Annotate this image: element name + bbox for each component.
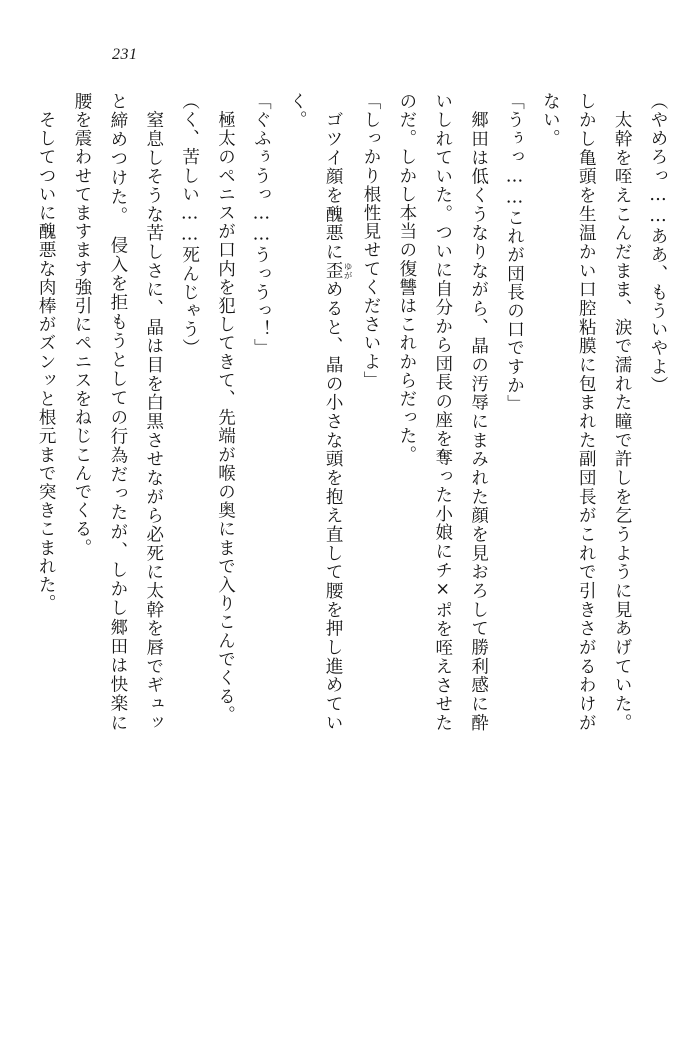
paragraph: そしてついに醜悪な肉棒がズンッと根元まで突きこまれた。: [36, 92, 57, 613]
paragraph: 「うぅっ……これが団長の口ですか」: [504, 92, 525, 414]
paragraph-ruby-text: ゴツイ顔を醜悪に歪 ゆがめると、晶の小さな頭を抱え直して腰を押し進めていく。: [287, 92, 353, 732]
body-text-column: [36, 92, 675, 732]
paragraph: 窒息しそうな苦しさに、晶は目を白黒させながら必死に太幹を唇でギュッと締めつけた。 侵入を拒もうとしての行為だったが、しかし郷田は快楽に腰を震わせてますます強引にペニスをねじこんでくる。: [72, 92, 164, 732]
paragraph: 「ぐふぅうっ……うっうっ！」: [251, 92, 272, 358]
paragraph: 太幹を咥えこんだまま、涙で濡れた瞳で許しを乞うように見あげていた。しかし亀頭を生温かい口腔粘膜に包まれた副団長がこれで引きさがるわけがない。: [540, 92, 633, 732]
page-number: 231: [112, 46, 138, 63]
paragraph: 極太のペニスが口内を犯してきて、先端が喉の奥にまで入りこんでくる。: [215, 92, 236, 725]
paragraph-with-ruby: [278, 92, 352, 732]
paragraph: 郷田は低くうなりながら、晶の汚辱にまみれた顔を見おろして勝利感に酔いしれていた。ついに自分から団長の座を奪った小娘にチ×ポを咥えさせたのだ。しかし本当の復讐はこれからだった。: [396, 92, 489, 732]
paragraph: （く、苦しい……死んじゃう）: [179, 92, 200, 358]
paragraph: 「しっかり根性見せてくださいよ」: [361, 92, 381, 390]
paragraph: （やめろっ……ああ、もういやよ）: [648, 92, 668, 395]
